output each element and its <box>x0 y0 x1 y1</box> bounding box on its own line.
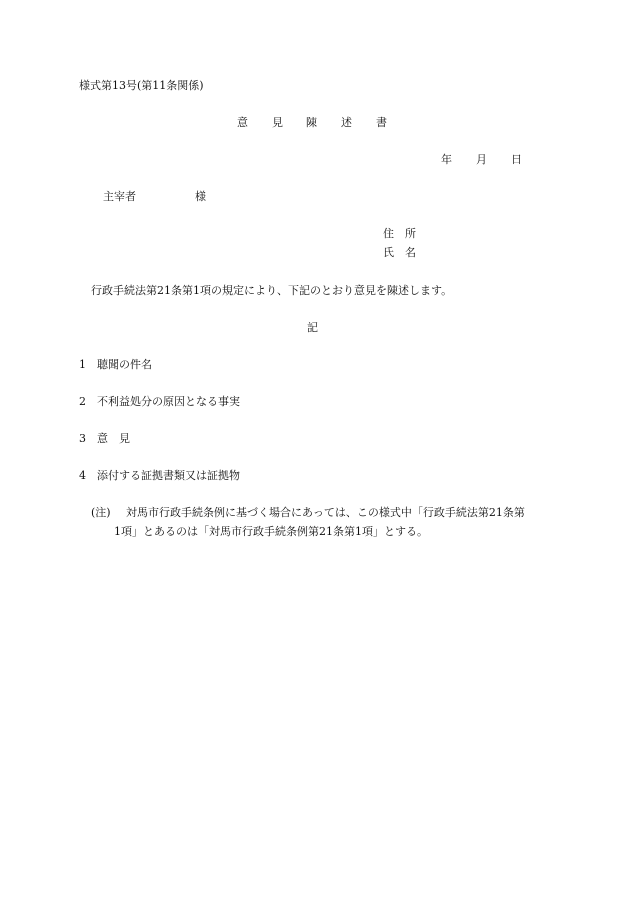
item-text: 聴聞の件名 <box>97 358 152 371</box>
item-text: 不利益処分の原因となる事実 <box>97 395 240 408</box>
title-char: 陳 <box>306 116 317 129</box>
note-line: 対馬市行政手続条例に基づく場合にあっては、この様式中「行政手続法第21条第 <box>126 506 525 519</box>
item-number: 4 <box>79 469 86 482</box>
intro-statement: 行政手続法第21条第1項の規定により、下記のとおり意見を陳述します。 <box>91 284 453 297</box>
address-label: 住 所 <box>383 227 416 240</box>
item-text: 添付する証拠書類又は証拠物 <box>97 469 240 482</box>
item-text: 意 見 <box>97 432 130 445</box>
ki-heading: 記 <box>307 321 318 334</box>
date-month: 月 <box>476 153 487 166</box>
date-year: 年 <box>441 153 452 166</box>
title-char: 述 <box>341 116 352 129</box>
note-line: 1項」とあるのは「対馬市行政手続条例第21条第1項」とする。 <box>114 525 428 538</box>
addressee-role: 主宰者 <box>103 190 136 203</box>
item-number: 3 <box>79 432 86 445</box>
name-label: 氏 名 <box>383 246 416 259</box>
form-number: 様式第13号(第11条関係) <box>79 79 204 92</box>
item-number: 2 <box>79 395 86 408</box>
addressee-honorific: 様 <box>195 190 206 203</box>
title-char: 意 <box>237 116 248 129</box>
title-char: 見 <box>272 116 283 129</box>
item-number: 1 <box>79 358 86 371</box>
date-day: 日 <box>511 153 522 166</box>
note-label: (注) <box>91 506 111 519</box>
title-char: 書 <box>376 116 387 129</box>
